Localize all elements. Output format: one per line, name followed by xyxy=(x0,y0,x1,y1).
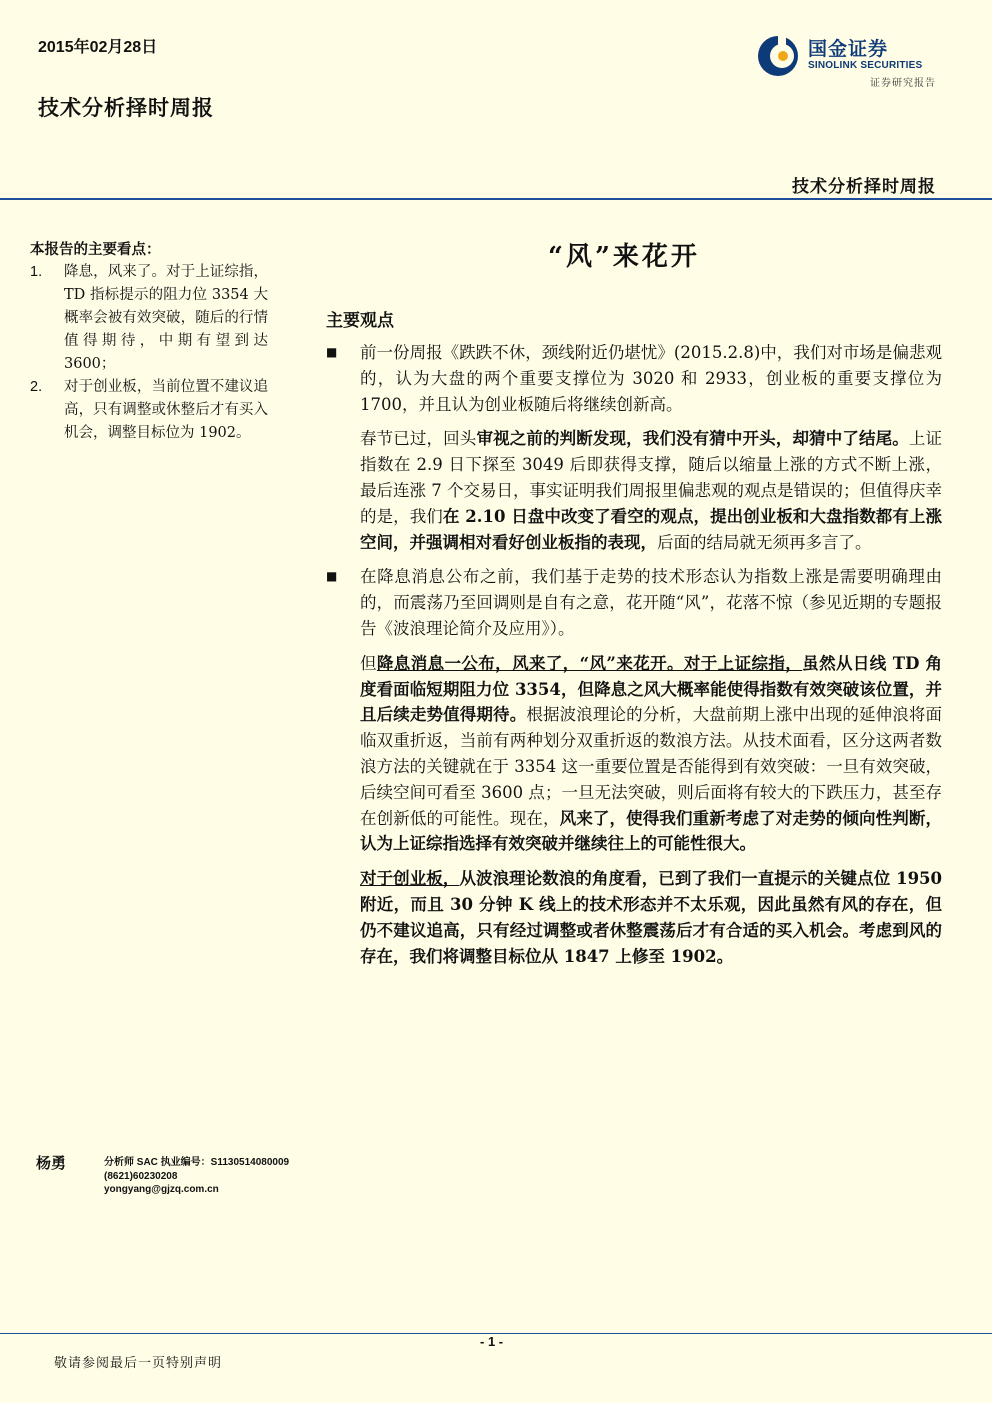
analyst-name: 杨勇 xyxy=(36,1154,67,1172)
key-point-item xyxy=(30,376,268,445)
bullet-icon: ■ xyxy=(326,569,338,584)
key-point-text: 对于创业板，当前位置不建议追高，只有调整或休整后才有买入机会，调整目标位为 1902。 xyxy=(64,379,268,441)
report-date: 2015年02月28日 xyxy=(38,39,158,56)
key-points-heading: 本报告的主要看点： xyxy=(30,241,161,258)
header-report-type: 技术分析择时周报 xyxy=(792,177,936,197)
report-type-title: 技术分析择时周报 xyxy=(38,95,214,120)
logo-name-cn: 国金证券 xyxy=(808,38,889,60)
body-paragraph-5: 对于创业板，从波浪理论数浪的角度看，已到了我们一直提示的关键点位 1950 附近，而且 30 分钟 K 线上的技术形态并不太乐观，因此虽然有风的存在，但仍不建议追高，只有经过调整或者休整震荡后才有合适的买入机会。考虑到风的存在，我们将调整目标位从 1847 上修至 1902。 xyxy=(360,869,943,966)
logo-name-en: SINOLINK SECURITIES xyxy=(808,60,923,71)
key-point-text: 降息，风来了。对于上证综指，TD 指标提示的阻力位 3354 大概率会被有效突破，随后的行情值得期待，中期有望到达 3600； xyxy=(64,264,268,372)
company-logo xyxy=(756,30,946,90)
article-title: “风”来花开 xyxy=(548,242,700,272)
body-paragraph-2: 春节已过，回头审视之前的判断发现，我们没有猜中开头，却猜中了结尾。上证指数在 2.9 日下探至 3049 后即获得支撑，随后以缩量上涨的方式不断上涨，最后连涨 7 个交易日，事实证明我们周报里偏悲观的观点是错误的；但值得庆幸的是，我们在 2.10 日盘中改变了看空的观点，提出创业板和大盘指数都有上涨空间，并强调相对看好创业板指的表现，后面的结局就无须再多言了。 xyxy=(360,429,943,552)
page-number: - 1 - xyxy=(480,1334,504,1349)
logo-mark-icon xyxy=(756,32,804,80)
key-points-sidebar xyxy=(30,238,268,445)
body-paragraph-1: ■ 前一份周报《跌跌不休，颈线附近仍堪忧》(2015.2.8)中，我们对市场是偏悲观的，认为大盘的两个重要支撑位为 3020 和 2933，创业板的重要支撑位为 1700，并且认为创业板随后将继续创新高。 xyxy=(326,340,942,417)
key-point-number: 1. xyxy=(30,264,43,280)
analyst-license: 分析师 SAC 执业编号：S1130514080009 xyxy=(104,1157,290,1168)
body-paragraph-4: 但降息消息一公布，风来了，“风”来花开。对于上证综指，虽然从日线 TD 角度看面临短期阻力位 3354，但降息之风大概率能使得指数有效突破该位置，并且后续走势值得期待。根据波浪理论的分析，大盘前期上涨中出现的延伸浪将面临双重折返，当前有两种划分双重折返的数浪方法。从技术面看，区分这两者数浪方法的关键就在于 3354 这一重要位置是否能得到有效突破：一旦有效突破，后续空间可看至 3600 点；一旦无法突破，则后面将有较大的下跌压力，甚至存在创新低的可能性。现在，风来了，使得我们重新考虑了对走势的倾向性判断，认为上证综指选择有效突破并继续往上的可能性很大。 xyxy=(360,653,943,854)
main-body xyxy=(326,340,942,978)
body-paragraph-3: ■ 在降息消息公布之前，我们基于走势的技术形态认为指数上涨是需要明确理由的，而震荡乃至回调则是自有之意，花开随“风”，花落不惊（参见近期的专题报告《波浪理论简介及应用》）。 xyxy=(326,564,942,641)
bullet-icon: ■ xyxy=(326,345,338,359)
key-points-list xyxy=(30,261,268,445)
section-heading: 主要观点 xyxy=(326,311,394,331)
analyst-contact xyxy=(104,1156,289,1197)
header-divider xyxy=(0,198,992,200)
logo-subtitle: 证券研究报告 xyxy=(870,78,936,89)
key-point-number: 2. xyxy=(30,379,43,395)
disclaimer-note: 敬请参阅最后一页特别声明 xyxy=(54,1356,223,1371)
key-point-item xyxy=(30,261,268,376)
analyst-email[interactable]: yongyang@gjzq.com.cn xyxy=(104,1184,219,1195)
analyst-phone: (8621)60230208 xyxy=(104,1170,178,1182)
